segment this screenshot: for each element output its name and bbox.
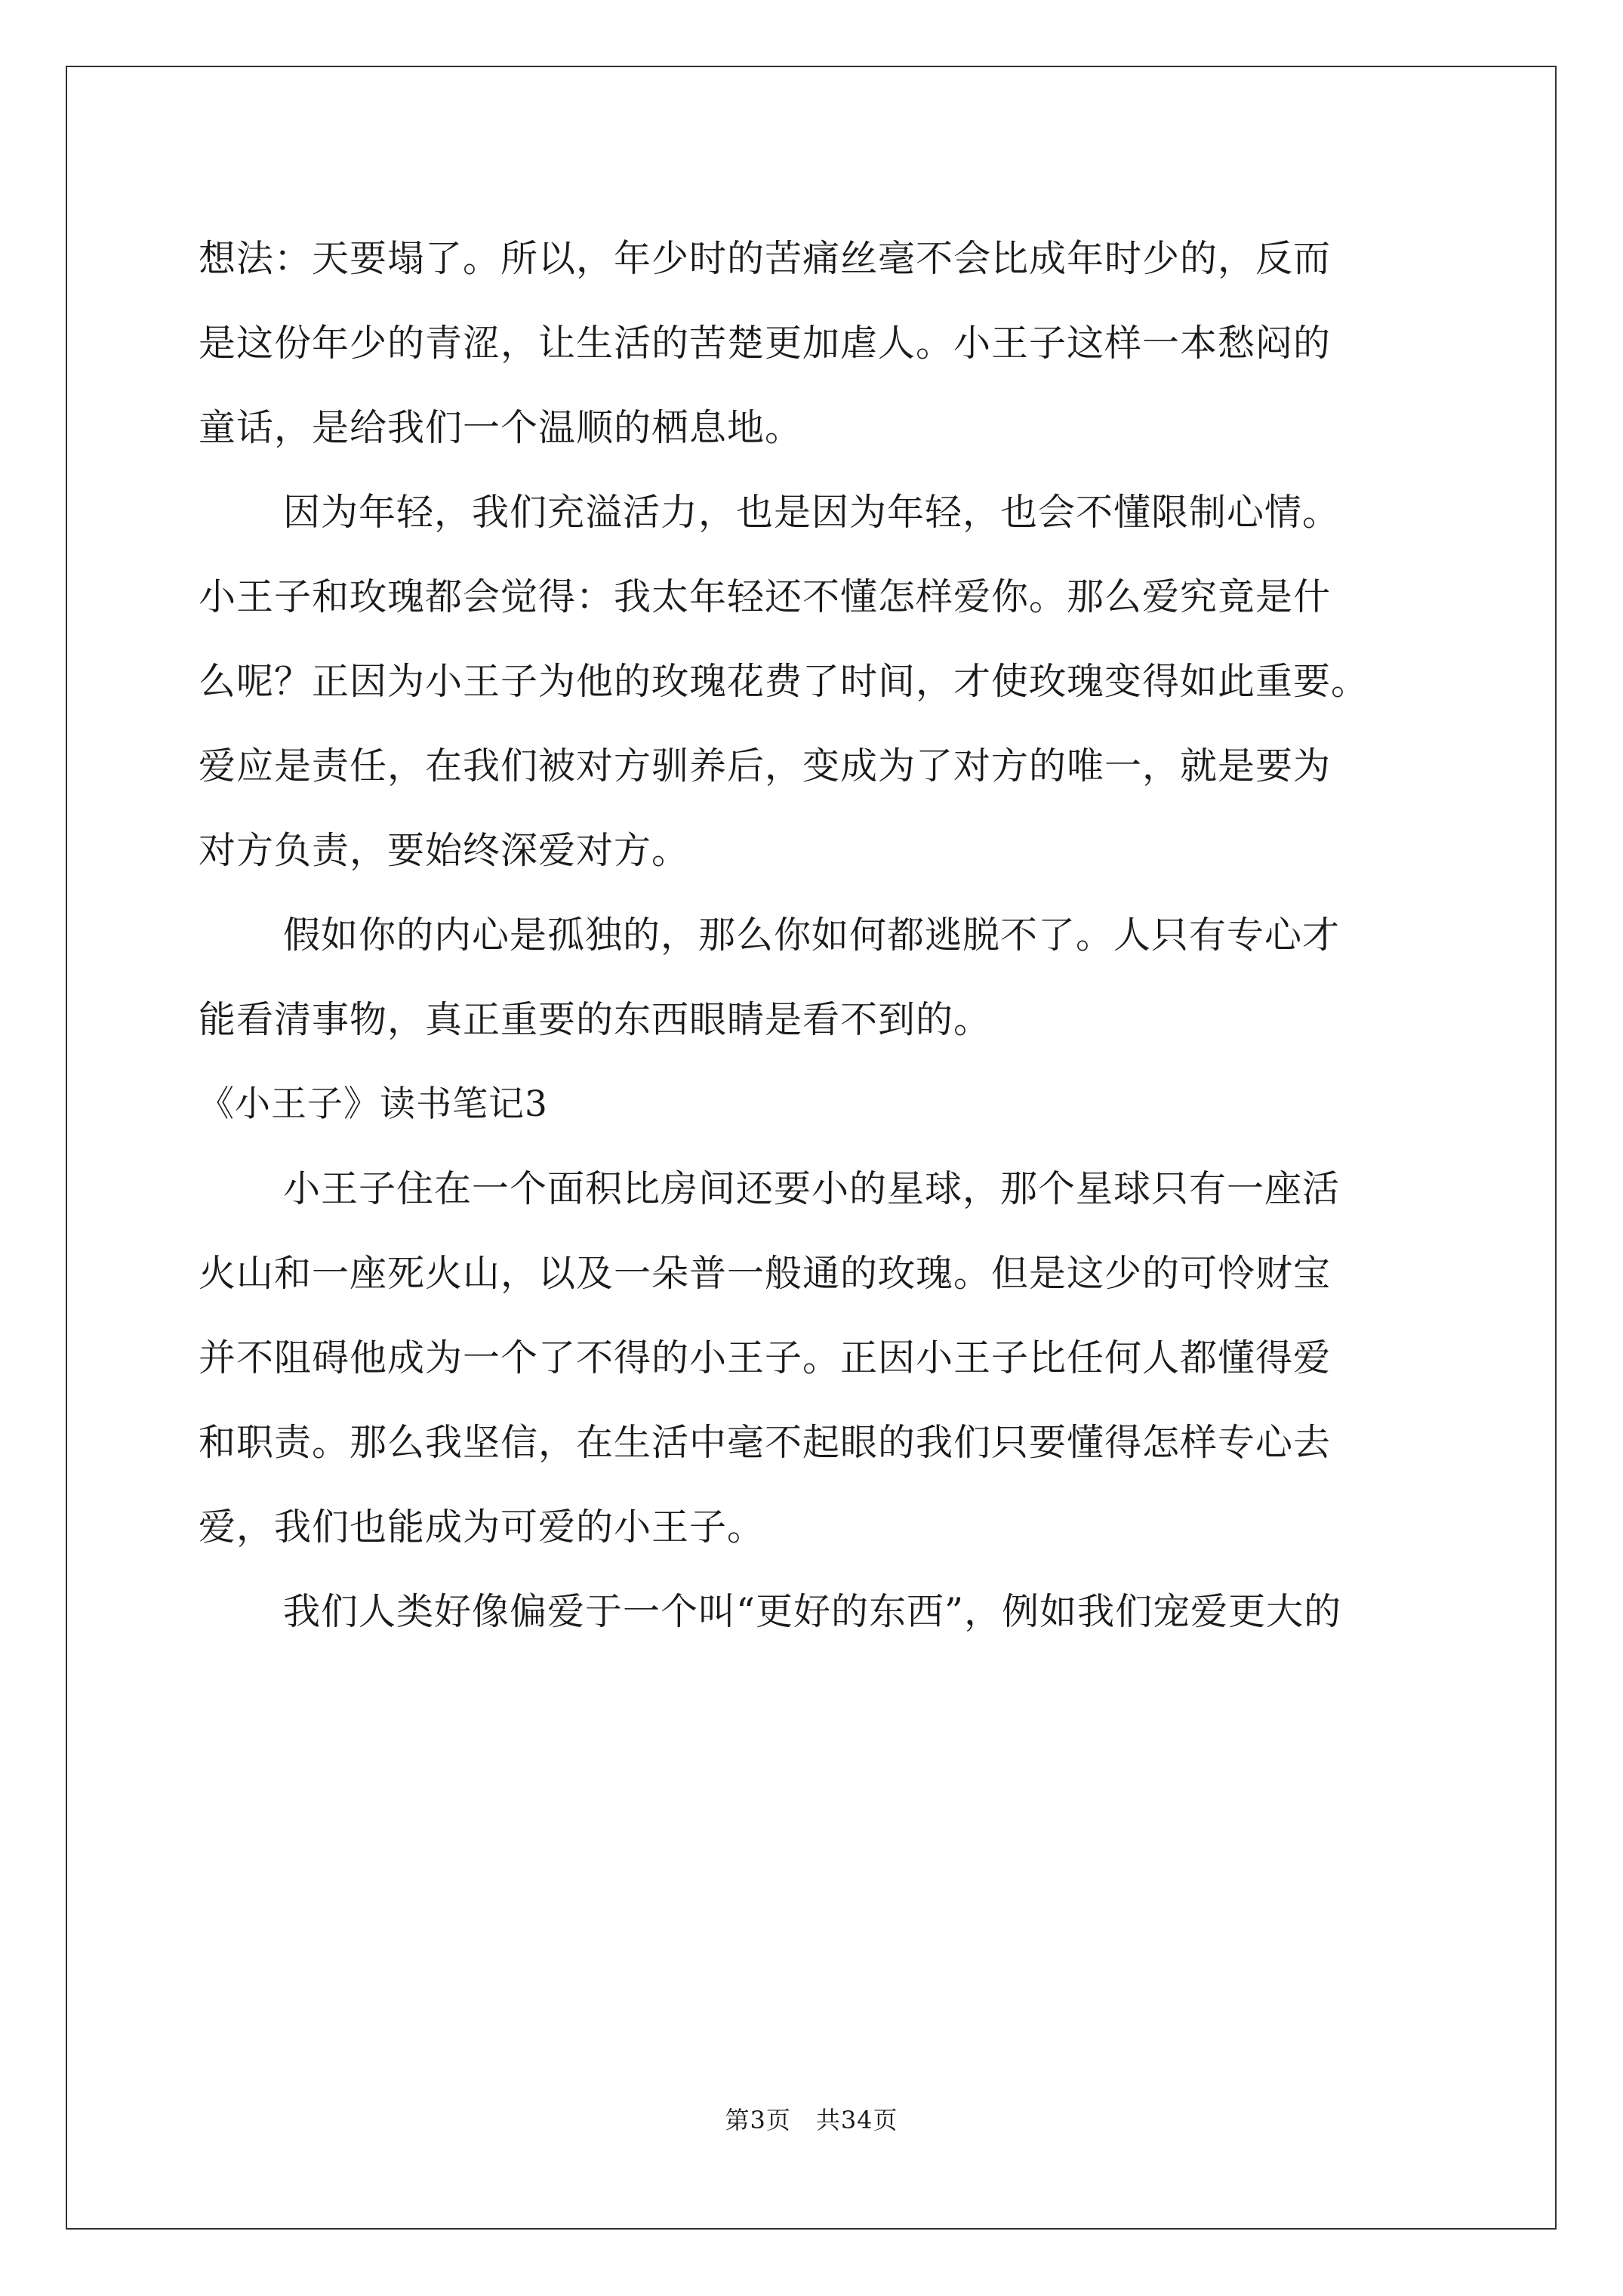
document-body — [199, 217, 1474, 1654]
paragraph-start-line: 我们人类好像偏爱于一个叫“更好的东西”，例如我们宠爱更大的 — [283, 1590, 1342, 1633]
text-line: 能看清事物，真正重要的东西眼睛是看不到的。 — [199, 998, 992, 1041]
text-line: 并不阻碍他成为一个了不得的小王子。正因小王子比任何人都懂得爱 — [199, 1336, 1332, 1379]
page-number-footer: 第3页 共34页 — [725, 2106, 898, 2134]
text-line: 和职责。那么我坚信，在生活中毫不起眼的我们只要懂得怎样专心去 — [199, 1421, 1332, 1464]
text-line: 爱，我们也能成为可爱的小王子。 — [199, 1505, 765, 1549]
text-line: 小王子和玫瑰都会觉得：我太年轻还不懂怎样爱你。那么爱究竟是什 — [199, 575, 1332, 618]
text-line: 么呢？正因为小王子为他的玫瑰花费了时间，才使玫瑰变得如此重要。 — [199, 660, 1369, 703]
text-line: 爱应是责任，在我们被对方驯养后，变成为了对方的唯一，就是要为 — [199, 744, 1332, 787]
paragraph-start-line: 因为年轻，我们充溢活力，也是因为年轻，也会不懂限制心情。 — [283, 491, 1341, 534]
text-line: 童话，是给我们一个温顺的栖息地。 — [199, 406, 803, 449]
text-line: 火山和一座死火山，以及一朵普一般通的玫瑰。但是这少的可怜财宝 — [199, 1252, 1332, 1295]
text-line: 是这份年少的青涩，让生活的苦楚更加虐人。小王子这样一本愁闷的 — [199, 322, 1332, 365]
paragraph-start-line: 假如你的内心是孤独的，那么你如何都逃脱不了。人只有专心才 — [283, 914, 1341, 957]
text-line: 对方负责，要始终深爱对方。 — [199, 829, 690, 872]
paragraph-start-line: 小王子住在一个面积比房间还要小的星球，那个星球只有一座活 — [283, 1167, 1341, 1210]
section-heading: 《小王子》读书笔记3 — [199, 1083, 548, 1125]
text-line: 想法：天要塌了。所以，年少时的苦痛丝毫不会比成年时少的，反而 — [199, 237, 1332, 280]
